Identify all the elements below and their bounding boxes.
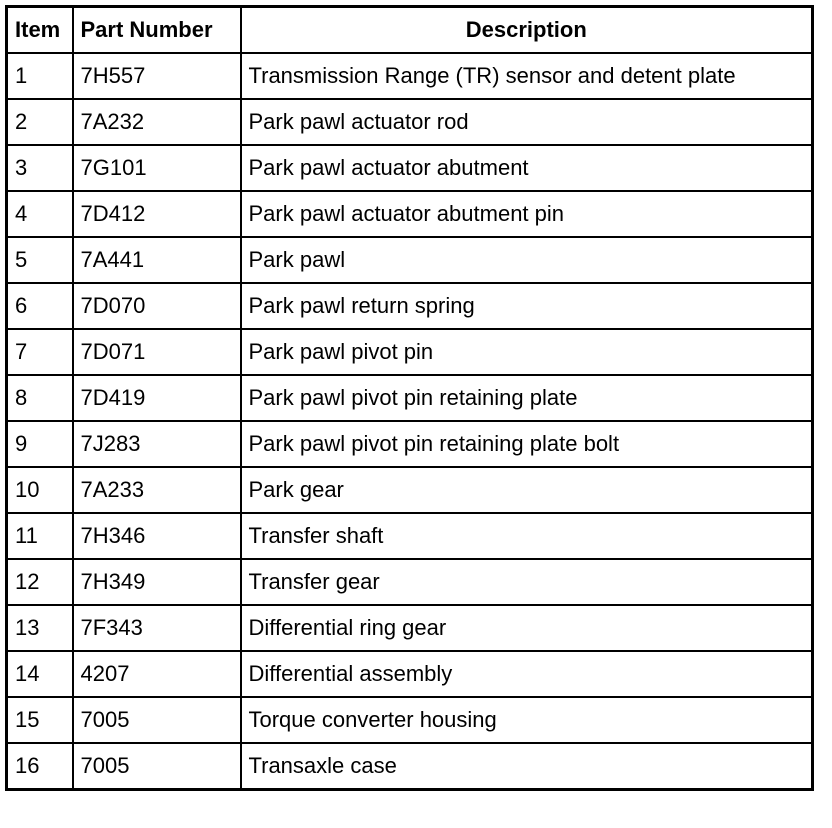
cell-part-number: 7D419 (73, 375, 241, 421)
table-row (7, 743, 813, 790)
cell-part-number: 7D070 (73, 283, 241, 329)
cell-part-number: 7F343 (73, 605, 241, 651)
cell-part-number: 7H349 (73, 559, 241, 605)
table-row (7, 329, 813, 375)
cell-item: 16 (7, 743, 73, 790)
cell-part-number: 7H346 (73, 513, 241, 559)
cell-part-number: 7005 (73, 697, 241, 743)
cell-item: 11 (7, 513, 73, 559)
cell-part-number: 7D412 (73, 191, 241, 237)
cell-item: 5 (7, 237, 73, 283)
column-header-description: Description (241, 7, 813, 54)
column-header-item: Item (7, 7, 73, 54)
table-row (7, 513, 813, 559)
table-row (7, 421, 813, 467)
cell-part-number: 7J283 (73, 421, 241, 467)
table-row (7, 467, 813, 513)
cell-description: Park pawl actuator rod (241, 99, 813, 145)
cell-item: 6 (7, 283, 73, 329)
cell-item: 9 (7, 421, 73, 467)
table-row (7, 145, 813, 191)
cell-part-number: 7D071 (73, 329, 241, 375)
table-row (7, 559, 813, 605)
table-body (7, 53, 813, 790)
cell-part-number: 7005 (73, 743, 241, 790)
cell-description: Park pawl return spring (241, 283, 813, 329)
cell-item: 8 (7, 375, 73, 421)
cell-item: 7 (7, 329, 73, 375)
table-row (7, 283, 813, 329)
table-row (7, 53, 813, 99)
cell-description: Park gear (241, 467, 813, 513)
cell-description: Park pawl (241, 237, 813, 283)
column-header-part-number: Part Number (73, 7, 241, 54)
cell-description: Transmission Range (TR) sensor and detent plate (241, 53, 813, 99)
table-row (7, 191, 813, 237)
cell-item: 12 (7, 559, 73, 605)
cell-description: Differential ring gear (241, 605, 813, 651)
table-row (7, 375, 813, 421)
cell-item: 1 (7, 53, 73, 99)
table-header-row (7, 7, 813, 54)
cell-part-number: 4207 (73, 651, 241, 697)
cell-description: Transfer gear (241, 559, 813, 605)
cell-description: Torque converter housing (241, 697, 813, 743)
cell-description: Park pawl pivot pin retaining plate bolt (241, 421, 813, 467)
cell-item: 13 (7, 605, 73, 651)
cell-item: 2 (7, 99, 73, 145)
table-row (7, 99, 813, 145)
table-row (7, 605, 813, 651)
table-row (7, 651, 813, 697)
cell-description: Park pawl pivot pin (241, 329, 813, 375)
table-row (7, 697, 813, 743)
cell-part-number: 7G101 (73, 145, 241, 191)
cell-item: 15 (7, 697, 73, 743)
cell-part-number: 7A232 (73, 99, 241, 145)
cell-description: Park pawl pivot pin retaining plate (241, 375, 813, 421)
table-row (7, 237, 813, 283)
cell-item: 4 (7, 191, 73, 237)
cell-item: 3 (7, 145, 73, 191)
parts-table (5, 5, 814, 791)
cell-part-number: 7A233 (73, 467, 241, 513)
cell-part-number: 7A441 (73, 237, 241, 283)
cell-description: Transaxle case (241, 743, 813, 790)
cell-description: Transfer shaft (241, 513, 813, 559)
cell-part-number: 7H557 (73, 53, 241, 99)
cell-description: Differential assembly (241, 651, 813, 697)
cell-description: Park pawl actuator abutment pin (241, 191, 813, 237)
cell-description: Park pawl actuator abutment (241, 145, 813, 191)
cell-item: 14 (7, 651, 73, 697)
cell-item: 10 (7, 467, 73, 513)
